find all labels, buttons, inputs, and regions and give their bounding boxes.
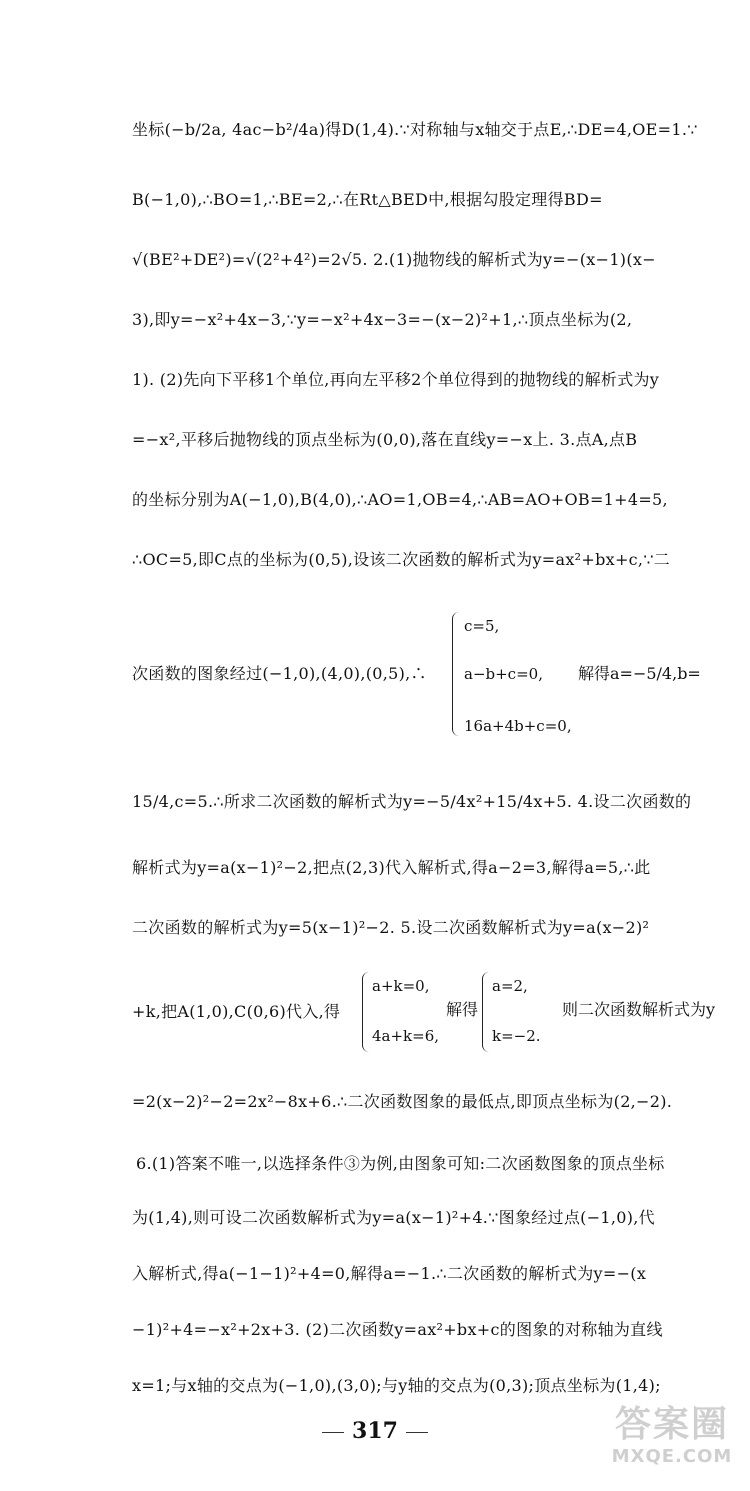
- watermark-text: 答案圈: [614, 1404, 729, 1445]
- text-line: 的坐标分别为A(−1,0),B(4,0),∴AO=1,OB=4,∴AB=AO+OB=1+4=5,: [132, 490, 668, 509]
- text-line: 为(1,4),则可设二次函数解析式为y=a(x−1)²+4.∵图象经过点(−1,0),代: [132, 1208, 655, 1227]
- watermark-logo: [602, 1403, 742, 1483]
- brace: [452, 612, 459, 736]
- text-line: −1)²+4=−x²+2x+3. (2)二次函数y=ax²+bx+c的图象的对称轴为直线: [132, 1320, 663, 1339]
- text-line: 1). (2)先向下平移1个单位,再向左平移2个单位得到的抛物线的解析式为y: [132, 370, 660, 389]
- text-line: 次函数的图象经过(−1,0),(4,0),(0,5),∴: [132, 664, 427, 683]
- dash-decoration: [322, 1432, 344, 1433]
- system-equation: a−b+c=0,: [464, 665, 543, 683]
- text-line: 二次函数的解析式为y=5(x−1)²−2. 5.设二次函数解析式为y=a(x−2)²: [132, 918, 650, 937]
- system-equation: c=5,: [464, 617, 500, 635]
- brace: [482, 972, 489, 1052]
- text-line: 6.(1)答案不唯一,以选择条件③为例,由图象可知:二次函数图象的顶点坐标: [136, 1154, 665, 1173]
- system-equation: a=2,: [492, 977, 528, 995]
- text-line: 入解析式,得a(−1−1)²+4=0,解得a=−1.∴二次函数的解析式为y=−(x: [132, 1264, 647, 1283]
- watermark-url: MXQE.COM: [611, 1446, 733, 1467]
- text-line: 解析式为y=a(x−1)²−2,把点(2,3)代入解析式,得a−2=3,解得a=5,∴此: [132, 858, 651, 877]
- system-equation: 4a+k=6,: [372, 1027, 440, 1045]
- text-line: =−x²,平移后抛物线的顶点坐标为(0,0),落在直线y=−x上. 3.点A,点B: [132, 430, 638, 449]
- system-solution: 则二次函数解析式为y: [562, 1000, 716, 1019]
- text-line: B(−1,0),∴BO=1,∴BE=2,∴在Rt△BED中,根据勾股定理得BD=: [132, 190, 603, 209]
- text-line: +k,把A(1,0),C(0,6)代入,得: [132, 1002, 341, 1021]
- text-line: x=1;与x轴的交点为(−1,0),(3,0);与y轴的交点为(0,3);顶点坐标为(1,4);: [132, 1376, 661, 1395]
- system-label: 解得: [446, 1000, 479, 1019]
- system-equation: k=−2.: [492, 1027, 541, 1045]
- page-number-text: 317: [352, 1418, 398, 1444]
- text-line: ∴OC=5,即C点的坐标为(0,5),设该二次函数的解析式为y=ax²+bx+c,∵二: [132, 550, 671, 569]
- text-line: √(BE²+DE²)=√(2²+4²)=2√5. 2.(1)抛物线的解析式为y=−(x−1)(x−: [132, 250, 656, 269]
- system-solution: 解得a=−5/4,b=: [578, 664, 701, 683]
- text-line: 3),即y=−x²+4x−3,∵y=−x²+4x−3=−(x−2)²+1,∴顶点坐标为(2,: [132, 310, 633, 329]
- text-line: =2(x−2)²−2=2x²−8x+6.∴二次函数图象的最低点,即顶点坐标为(2,−2).: [132, 1092, 673, 1111]
- text-line: 坐标(−b/2a, 4ac−b²/4a)得D(1,4).∵对称轴与x轴交于点E,∴DE=4,OE=1.∵: [132, 120, 698, 139]
- text-line: 15/4,c=5.∴所求二次函数的解析式为y=−5/4x²+15/4x+5. 4.设二次函数的: [132, 792, 692, 811]
- system-equation: 16a+4b+c=0,: [464, 717, 572, 735]
- dash-decoration: [406, 1432, 428, 1433]
- system-equation: a+k=0,: [372, 977, 430, 995]
- brace: [362, 972, 369, 1052]
